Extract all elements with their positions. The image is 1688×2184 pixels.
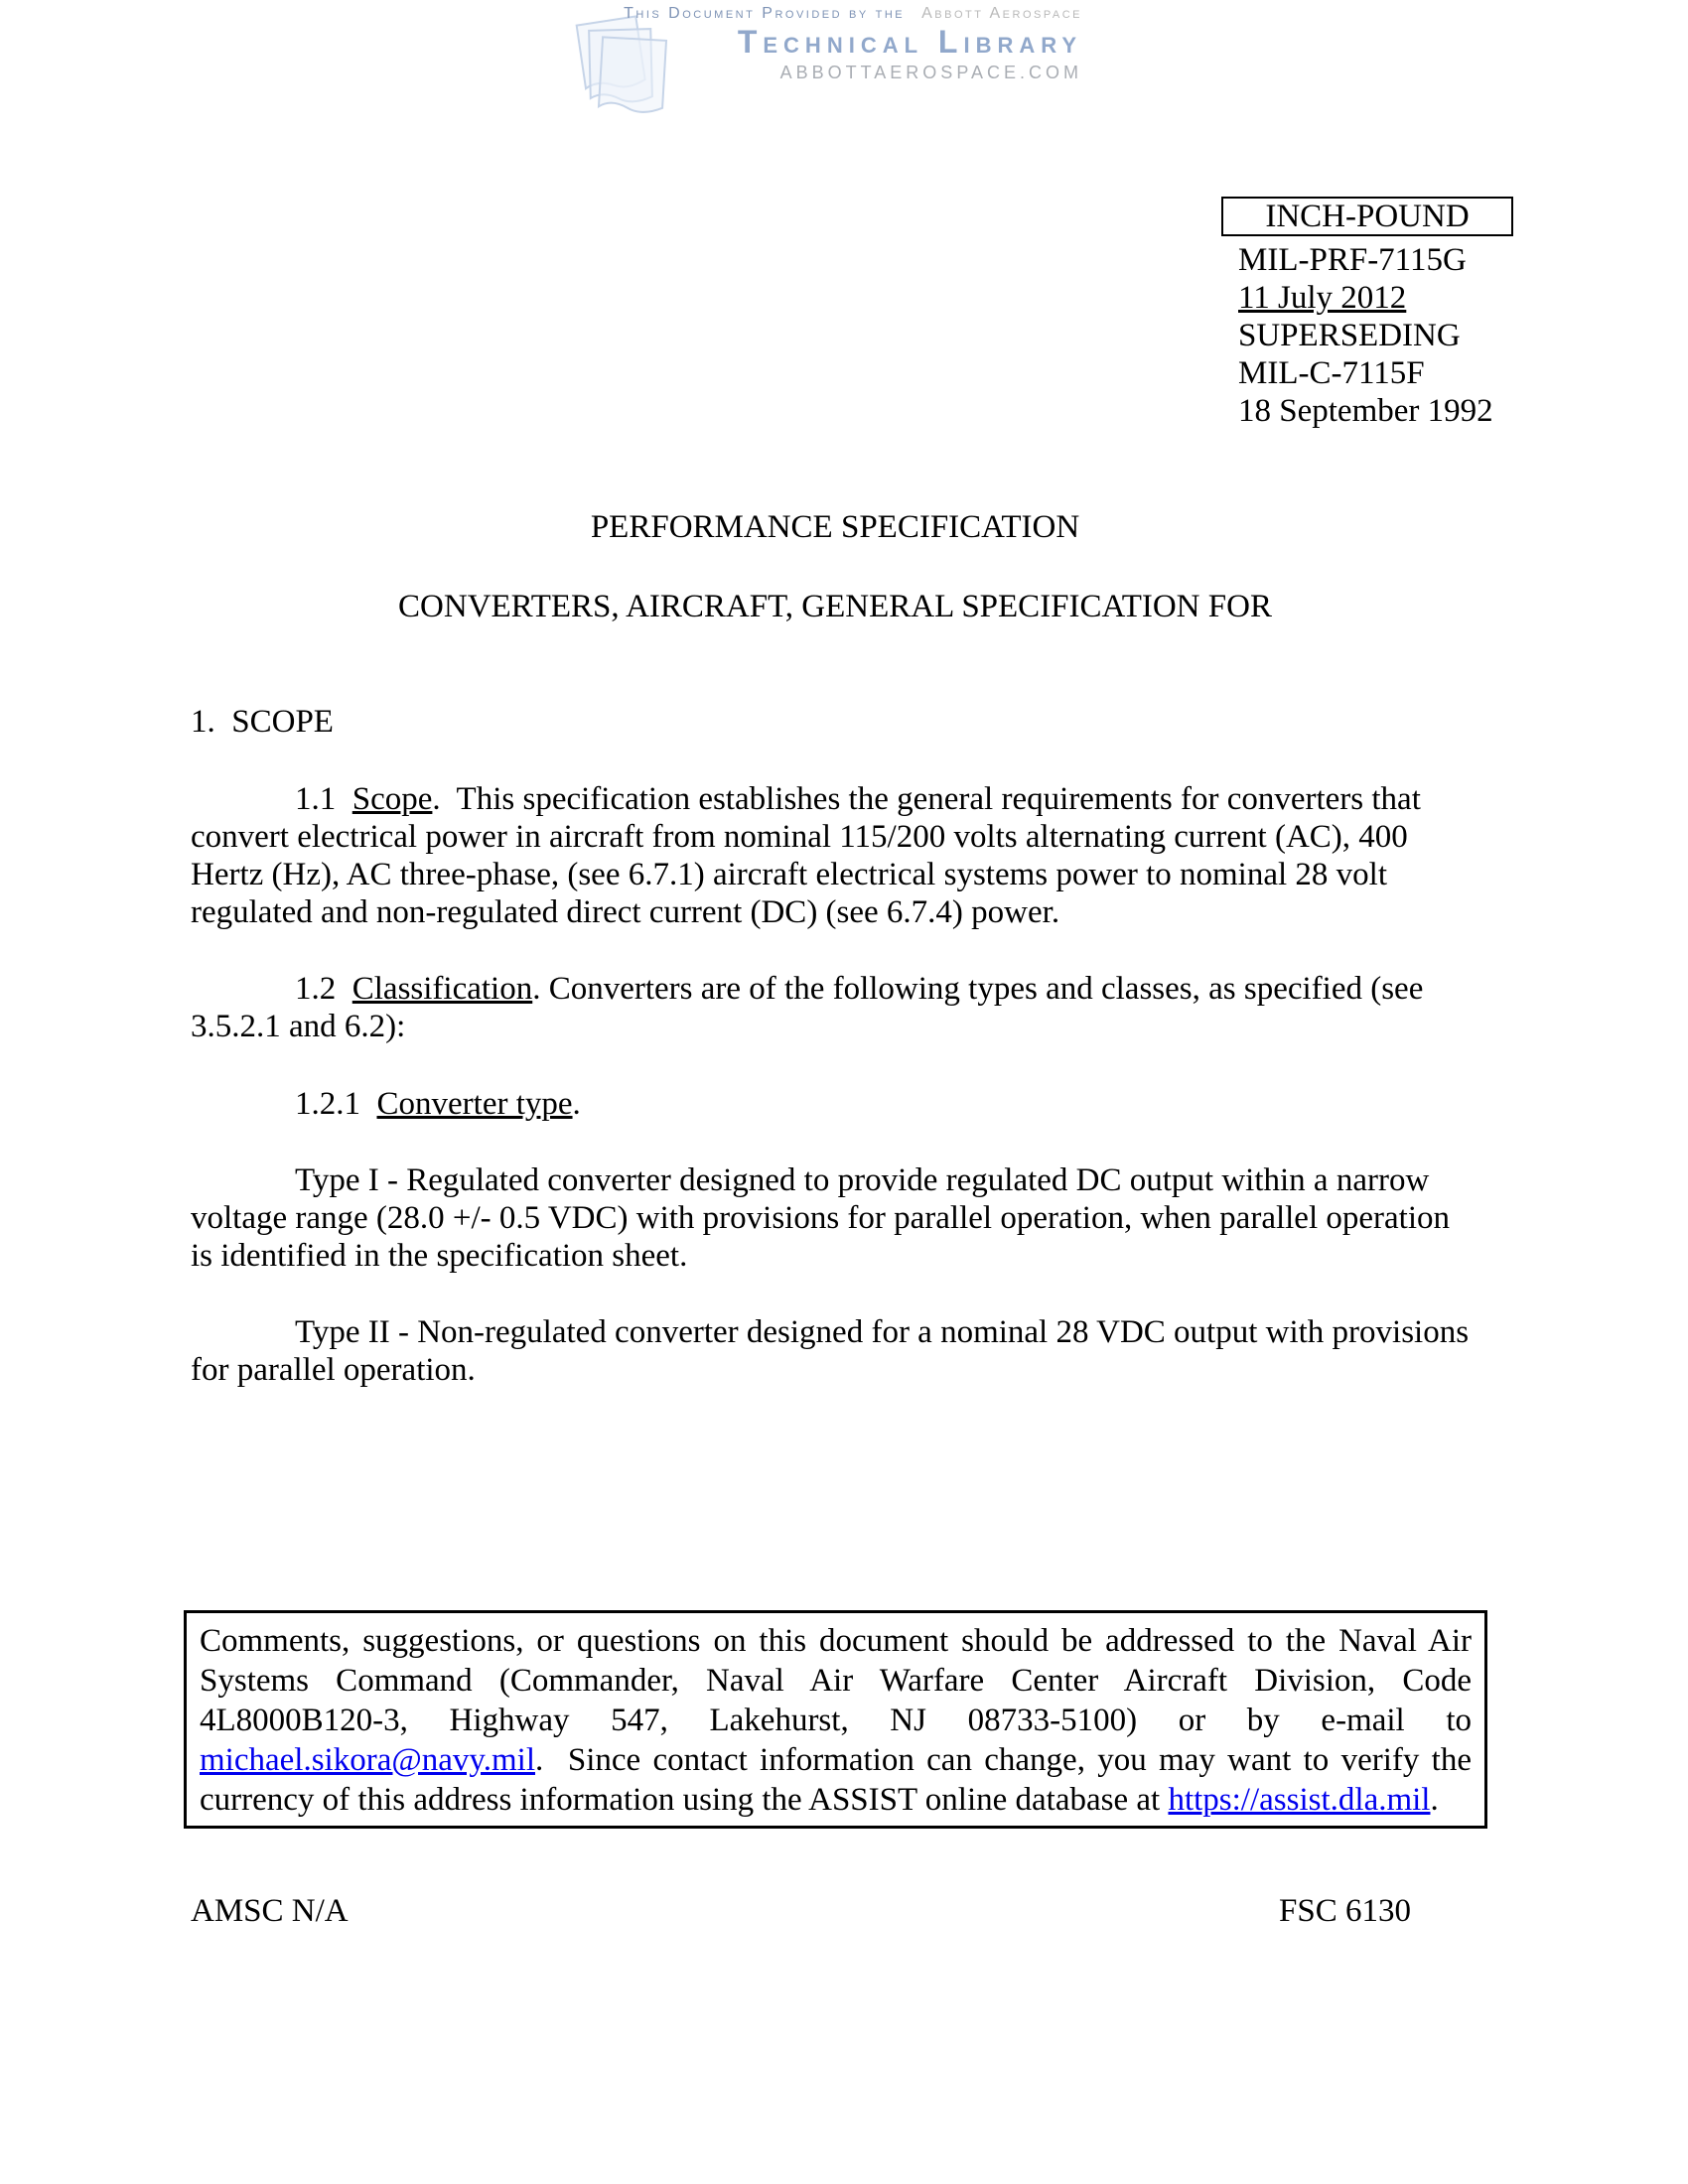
paragraph-1-2-number: 1.2: [295, 971, 352, 1007]
logo-brand-text: Abbott Aerospace: [921, 5, 1082, 22]
library-logo: [496, 6, 1082, 81]
paragraph-1-2-label: Classification: [352, 971, 533, 1007]
paragraph-1-1-text: . This specification establishes the general requirements for converters that convert electrical power in aircraft from nominal 115/200 volts alternating current (AC), 400 Hertz (Hz), AC three-phase, (see 6.7.1) aircraft electrical systems power to nominal 28 volt regulated and non-regulated direct current (DC) (see 6.7.4) power.: [191, 781, 1430, 930]
logo-site-text: ABBOTTAEROSPACE.COM: [779, 63, 1082, 82]
logo-title-text: Technical Library: [737, 24, 1082, 60]
doc-date: 11 July 2012: [1238, 280, 1407, 316]
spec-type-title: PERFORMANCE SPECIFICATION: [590, 509, 1080, 545]
superseding-label: SUPERSEDING: [1238, 318, 1461, 353]
inch-pound-label: INCH-POUND: [1265, 199, 1470, 234]
amsc-number: AMSC N/A: [191, 1893, 349, 1929]
paragraph-1-2-1-text: .: [572, 1086, 581, 1122]
paragraph-1-2: [191, 970, 1479, 1045]
comments-text-1: Comments, suggestions, or questions on this document should be addressed to the Naval Air Systems Command (Commander, Naval Air Warfare Center Aircraft Division, Code 4L8000B120-3, Highway 547, Lakehurst, NJ 08733-5100) or by e-mail to: [200, 1623, 1472, 1738]
paragraph-1-1-label: Scope: [352, 781, 433, 817]
doc-number: MIL-PRF-7115G: [1238, 242, 1467, 278]
fsc-number: FSC 6130: [1279, 1893, 1411, 1929]
email-link[interactable]: michael.sikora@navy.mil: [200, 1742, 535, 1778]
paragraph-1-2-text: . Converters are of the following types and classes, as specified (see 3.5.2.1 and 6.2):: [191, 971, 1432, 1044]
paragraph-type-i: Type I - Regulated converter designed to provide regulated DC output within a narrow voltage range (28.0 +/- 0.5 VDC) with provisions for parallel operation, when parallel operation is identified in the specification sheet.: [191, 1162, 1459, 1274]
document-body: [191, 508, 1479, 1930]
paragraph-1-2-1: [191, 1085, 1479, 1123]
footer-row: [191, 1892, 1479, 1930]
comments-text-3: .: [1430, 1782, 1439, 1818]
scope-section-heading: 1. SCOPE: [191, 704, 334, 740]
logo-provided-by-text: This Document Provided by the: [624, 5, 906, 22]
paragraph-type-ii: Type II - Non-regulated converter designed for a nominal 28 VDC output with provisions for parallel operation.: [191, 1314, 1477, 1388]
doc-id-lines: [1238, 241, 1513, 430]
inch-pound-box: [1221, 197, 1513, 236]
comments-text-2: . Since contact information can change, you may want to verify the currency of this address information using the ASSIST online database at: [200, 1742, 1472, 1818]
comments-contact-box: [184, 1610, 1487, 1829]
superseded-doc-date: 18 September 1992: [1238, 393, 1493, 429]
spec-subject-title: CONVERTERS, AIRCRAFT, GENERAL SPECIFICATION FOR: [398, 589, 1272, 624]
assist-database-link[interactable]: https://assist.dla.mil: [1168, 1782, 1431, 1818]
paragraph-1-2-1-number: 1.2.1: [295, 1086, 377, 1122]
doc-id-block: [1221, 197, 1513, 430]
paragraph-1-1-number: 1.1: [295, 781, 352, 817]
paragraph-1-2-1-label: Converter type: [376, 1086, 573, 1122]
paragraph-1-1: [191, 780, 1479, 931]
superseded-doc-number: MIL-C-7115F: [1238, 355, 1425, 391]
logo-tagline: [496, 6, 1082, 22]
